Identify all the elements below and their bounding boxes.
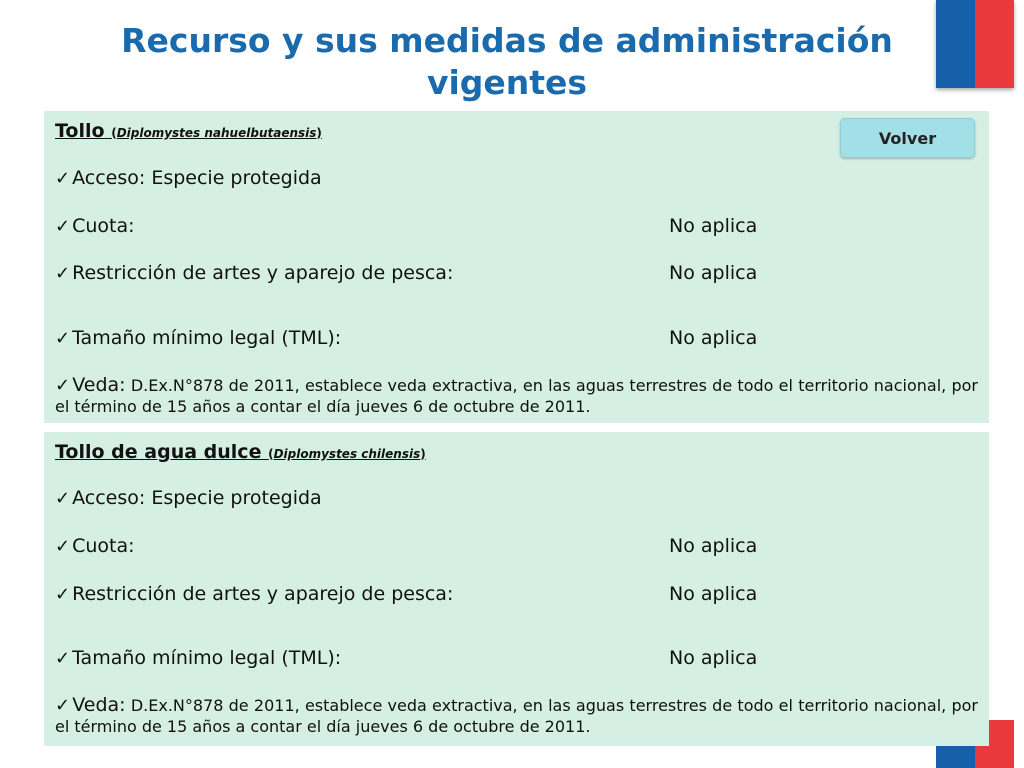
page-title-line-1: Recurso y sus medidas de administración bbox=[121, 21, 893, 60]
veda-text: D.Ex.N°878 de 2011, establece veda extractiva, en las aguas terrestres de todo el territorio nacional, por el término de 15 años a contar el día jueves 6 de octubre de 2011. bbox=[55, 696, 978, 736]
flag-top-red bbox=[975, 0, 1014, 88]
tml-row bbox=[55, 646, 341, 671]
check-icon: ✓ bbox=[55, 584, 71, 605]
check-icon: ✓ bbox=[55, 375, 71, 396]
tml-value: No aplica bbox=[669, 327, 758, 349]
artes-label: Restricción de artes y aparejo de pesca: bbox=[72, 583, 454, 605]
artes-label: Restricción de artes y aparejo de pesca: bbox=[72, 262, 454, 284]
check-icon: ✓ bbox=[55, 263, 71, 284]
species-common-name: Tollo de agua dulce bbox=[55, 441, 262, 463]
artes-value: No aplica bbox=[669, 262, 758, 284]
cuota-value: No aplica bbox=[669, 535, 758, 557]
page-title bbox=[0, 20, 1014, 104]
check-icon: ✓ bbox=[55, 488, 71, 509]
artes-row bbox=[55, 261, 453, 286]
species-title bbox=[55, 120, 322, 142]
acceso-value: Especie protegida bbox=[151, 487, 322, 509]
check-icon: ✓ bbox=[55, 216, 71, 237]
check-icon: ✓ bbox=[55, 328, 71, 349]
acceso-label: Acceso: bbox=[72, 167, 146, 189]
cuota-value: No aplica bbox=[669, 215, 758, 237]
tml-row bbox=[55, 326, 341, 351]
artes-value: No aplica bbox=[669, 583, 758, 605]
check-icon: ✓ bbox=[55, 536, 71, 557]
check-icon: ✓ bbox=[55, 168, 71, 189]
acceso-row bbox=[55, 166, 322, 191]
tml-label: Tamaño mínimo legal (TML): bbox=[72, 327, 342, 349]
cuota-label: Cuota: bbox=[72, 215, 135, 237]
flag-top-blue bbox=[936, 0, 975, 88]
acceso-label: Acceso: bbox=[72, 487, 146, 509]
cuota-row bbox=[55, 534, 135, 559]
artes-row bbox=[55, 582, 453, 607]
check-icon: ✓ bbox=[55, 695, 71, 716]
page-title-line-2: vigentes bbox=[426, 63, 588, 102]
tml-label: Tamaño mínimo legal (TML): bbox=[72, 647, 342, 669]
cuota-label: Cuota: bbox=[72, 535, 135, 557]
species-common-name: Tollo bbox=[55, 120, 105, 142]
veda-label: Veda: bbox=[72, 694, 126, 716]
acceso-row bbox=[55, 486, 322, 511]
acceso-value: Especie protegida bbox=[151, 167, 322, 189]
species-panel-tollo-agua-dulce bbox=[44, 432, 989, 746]
flag-top-decoration bbox=[936, 0, 1014, 88]
species-title bbox=[55, 441, 426, 463]
veda-paragraph bbox=[55, 375, 978, 417]
check-icon: ✓ bbox=[55, 648, 71, 669]
species-scientific-name: (Diplomystes chilensis) bbox=[268, 447, 426, 461]
veda-paragraph bbox=[55, 695, 978, 737]
volver-button[interactable]: Volver bbox=[840, 118, 975, 158]
veda-label: Veda: bbox=[72, 374, 126, 396]
tml-value: No aplica bbox=[669, 647, 758, 669]
cuota-row bbox=[55, 214, 135, 239]
veda-text: D.Ex.N°878 de 2011, establece veda extractiva, en las aguas terrestres de todo el territorio nacional, por el término de 15 años a contar el día jueves 6 de octubre de 2011. bbox=[55, 376, 978, 416]
species-scientific-name: (Diplomystes nahuelbutaensis) bbox=[111, 126, 322, 140]
